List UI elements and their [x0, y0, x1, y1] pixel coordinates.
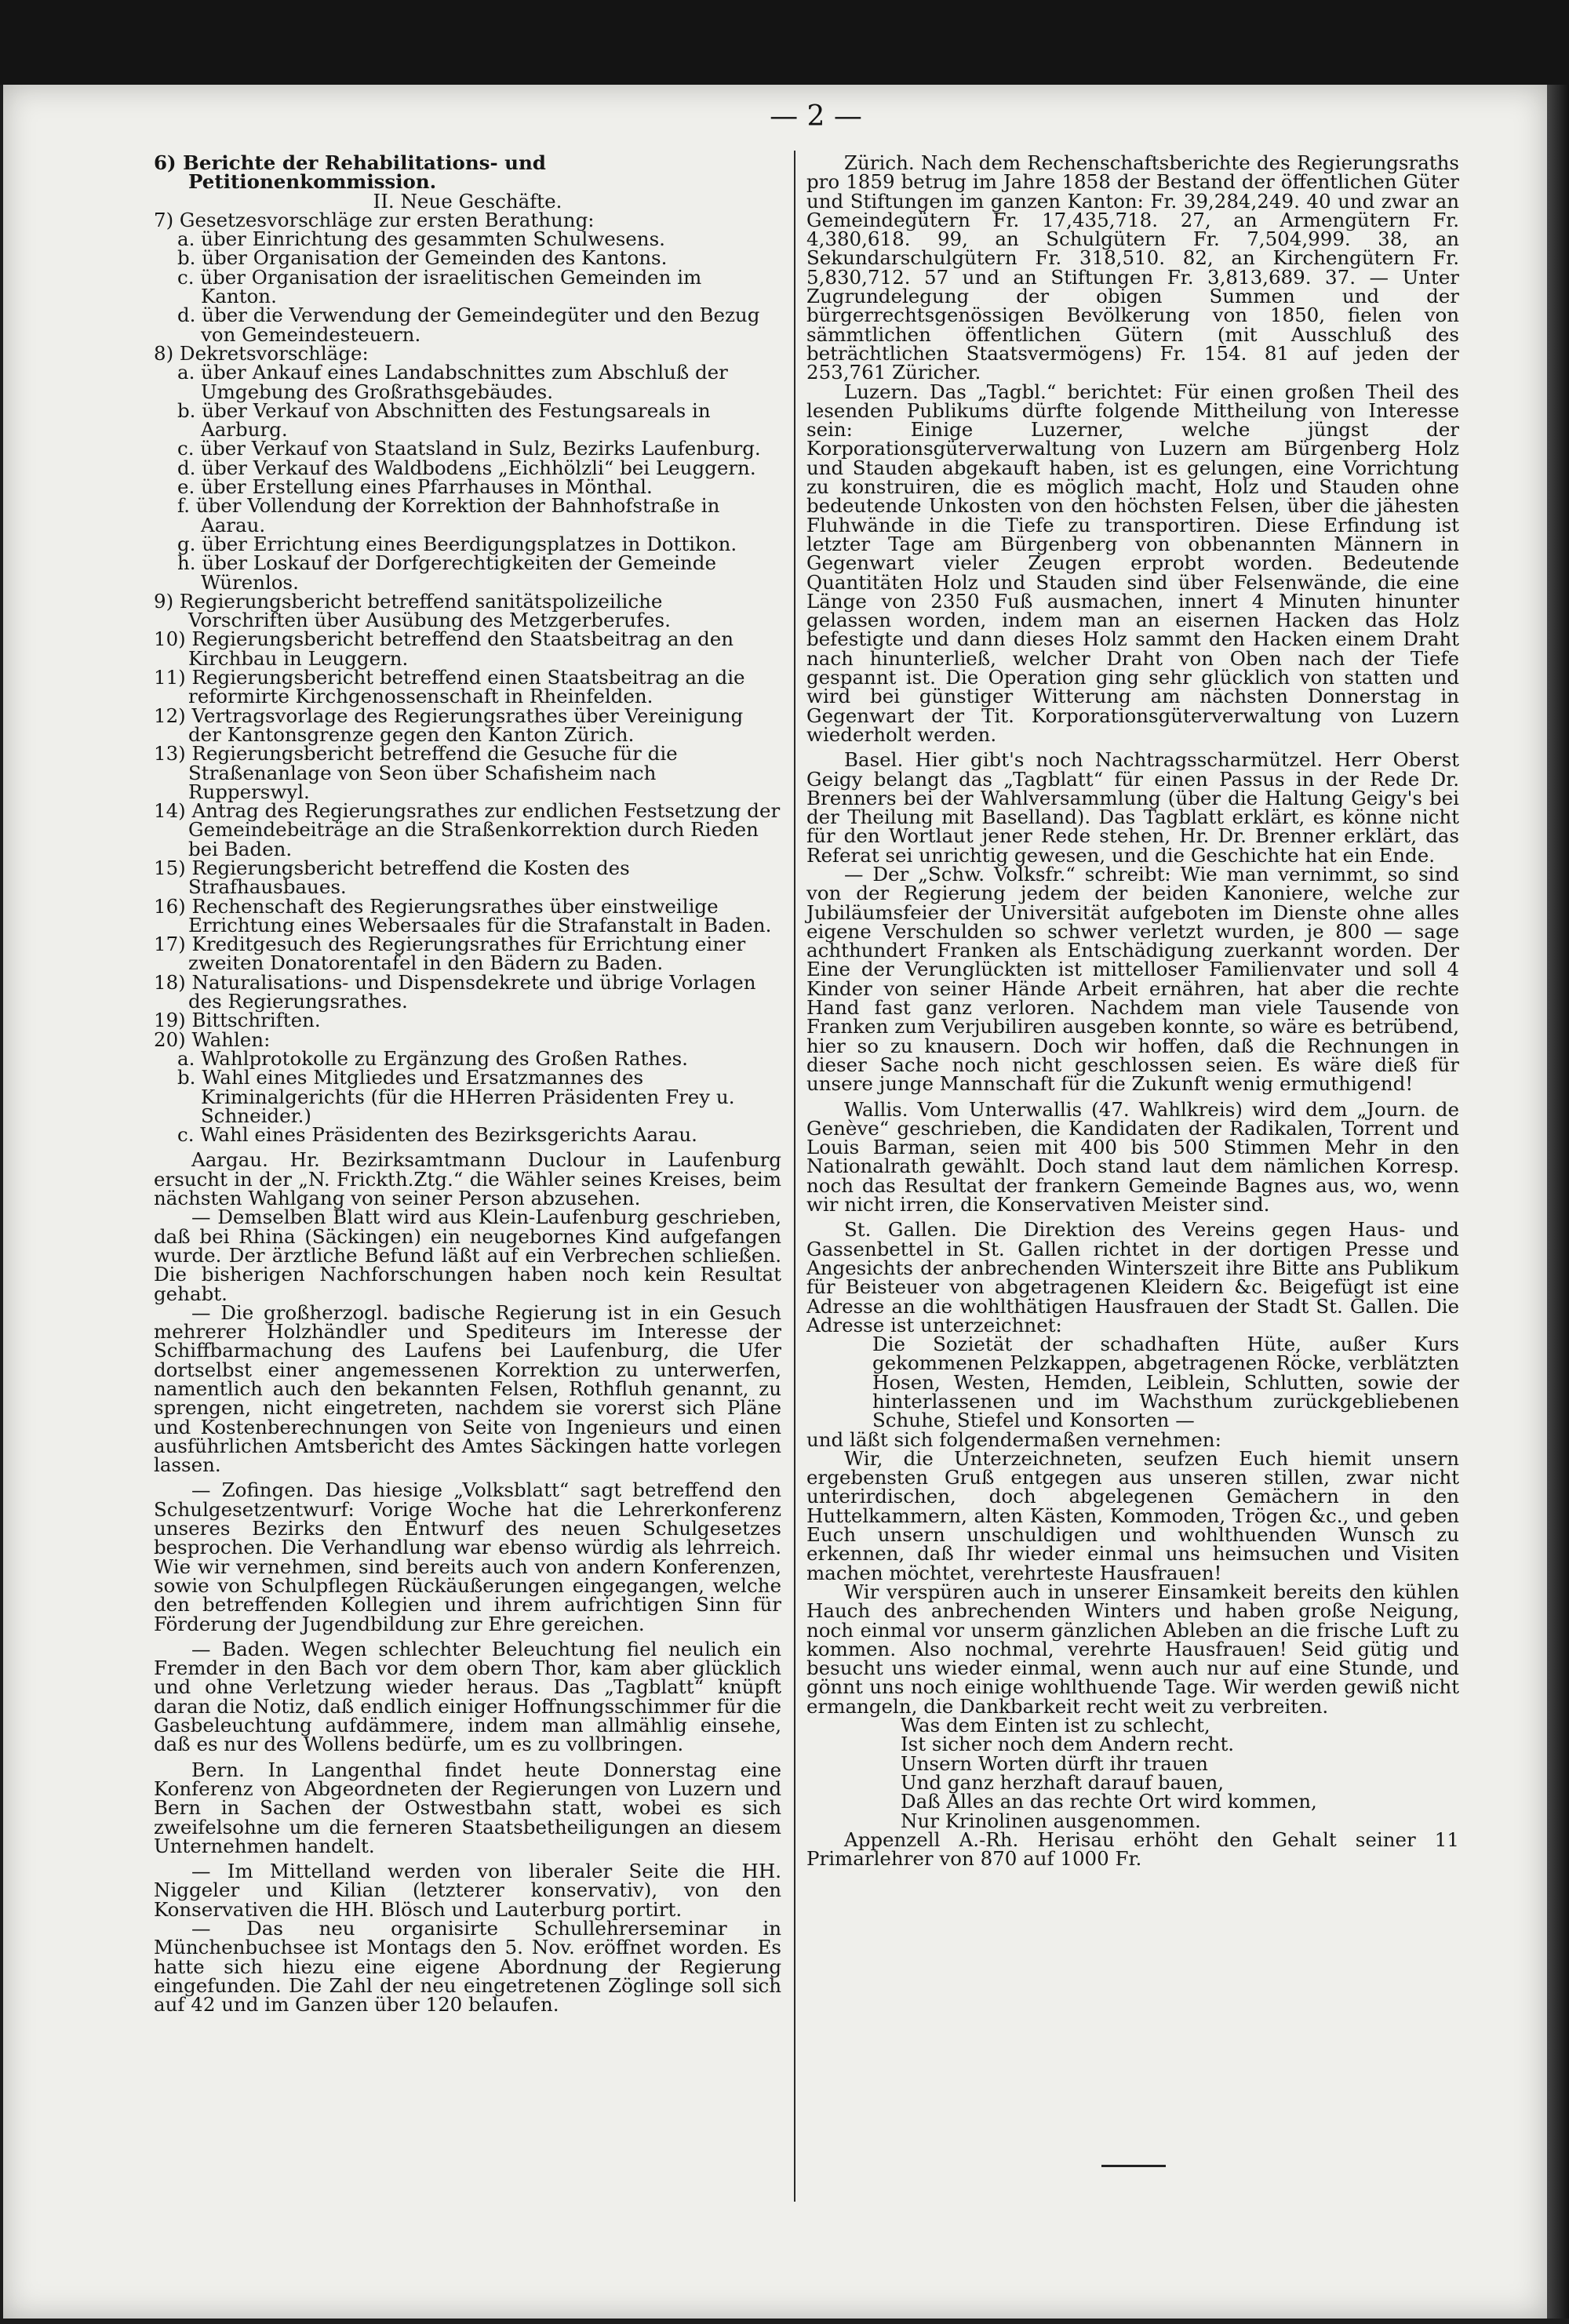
article-paragraph: Wir verspüren auch in unserer Einsamkeit bereits den kühlen Hauch des anbrechenden Winters und haben große Neigung, noch einmal vor unserm gänzlichen Ableben an die frische Luft zu kommen. Also nochmal, verehrte Hausfrauen! Seid gütig und besucht uns wieder einmal, wenn auch nur auf eine Stunde, und gönnt uns noch einige wohlthuende Tage. Wir werden gewiß nicht ermangeln, die Dankbarkeit recht weit zu verbreiten.	[806, 1580, 1459, 1718]
article-paragraph: Wir, die Unterzeichneten, seufzen Euch hiemit unsern ergebensten Gruß entgegen aus unseren stillen, zwar nicht unterirdischen, doch abgelegenen Gemächern in den Huttelkammern, alten Kästen, Kommoden, Trögen &c., und geben Euch unsern unschuldigen und wohlthuenden Wunsch zu erkennen, daß Ihr wieder einmal uns heimsuchen und Visiten machen möchtet, verehrteste Hausfrauen!	[806, 1446, 1459, 1584]
article-basel: Basel. Hier gibt's noch Nachtragsscharmützel. Herr Oberst Geigy belangt das „Tagblatt“ für einen Passus in der Rede Dr. Brenners bei der Wahlversammlung (über die Haltung Geigy's bei der Theilung mit Baselland). Das Tagblatt erklärt, es könne nicht für den Wortlaut jener Rede stehen, Hr. Dr. Brenner erklärt, das Referat sei unrichtig gewesen, und die Geschichte hat ein Ende.	[806, 748, 1459, 867]
agenda-item-18: 18) Naturalisations- und Dispensdekrete und übrige Vorlagen des Regierungsrathes.	[154, 970, 756, 1013]
poem-line: Und ganz herzhaft darauf bauen,	[901, 1770, 1225, 1794]
agenda-item-17: 17) Kreditgesuch des Regierungsrathes für Errichtung einer zweiten Donatorentafel in den Bädern zu Baden.	[154, 933, 746, 975]
agenda-subitem: a. über Einrichtung des gesammten Schulwesens.	[177, 227, 665, 251]
article-paragraph: — Der „Schw. Volksfr.“ schreibt: Wie man vernimmt, so sind von der Regierung jedem der beiden Kanoniere, welche zur Jubiläumsfeier der Universität aufgeboten im Dienste ohne alles eigene Verschulden so schwer verletzt wurden, je 800 — sage achthundert Franken als Entschädigung zuerkannt worden. Der Eine der Verunglückten ist mittelloser Familienvater und soll 4 Kinder von seiner Hände Arbeit ernähren, hat aber die rechte Hand fast ganz verloren. Nachdem man viele Tausende von Franken zum Verjubiliren ausgeben konnte, so wäre es betrübend, hier so zu knausern. Doch wir hoffen, daß die Rechnungen in dieser Sache noch nicht geschlossen seien. Es wäre dieß für unsere junge Mannschaft für die Zukunft wenig ermuthigend!	[806, 862, 1459, 1096]
agenda-subitem: a. über Ankauf eines Landabschnittes zum Abschluß der Umgebung des Großrathsgebäudes.	[177, 361, 728, 403]
poem-line: Ist sicher noch dem Andern recht.	[901, 1733, 1235, 1756]
page-number: — 2 —	[770, 100, 862, 133]
article-wallis: Wallis. Vom Unterwallis (47. Wahlkreis) wird dem „Journ. de Genève“ geschrieben, die Kandidaten der Radikalen, Torrent und Louis Barman, seien mit 400 bis 500 Stimmen Mehr in den Nationalrath gewählt. Doch stand laut dem nämlichen Korresp. noch das Resultat der frankern Gemeinde Bagnes aus, wo, wenn wir nicht irren, die Konservativen Meister sind.	[806, 1097, 1459, 1217]
agenda-subitem: c. über Organisation der israelitischen Gemeinden im Kanton.	[177, 265, 702, 308]
agenda-item-7: 7) Gesetzesvorschläge zur ersten Berathung:	[154, 208, 595, 231]
article-paragraph: und läßt sich folgendermaßen vernehmen:	[806, 1427, 1221, 1451]
agenda-item-11: 11) Regierungsbericht betreffend einen Staatsbeitrag an die reformirte Kirchgenossenschaft in Rheinfelden.	[154, 666, 745, 708]
agenda-item-14: 14) Antrag des Regierungsrathes zur endlichen Festsetzung der Gemeindebeiträge an die Straßenkorrektion durch Rieden bei Baden.	[154, 799, 781, 860]
agenda-subitem: c. Wahl eines Präsidenten des Bezirksgerichts Aarau.	[177, 1123, 697, 1147]
agenda-subitem: h. über Loskauf der Dorfgerechtigkeiten der Gemeinde Würenlos.	[177, 551, 716, 594]
article-paragraph: — Das neu organisirte Schullehrerseminar in Münchenbuchsee ist Montags den 5. Nov. eröffnet worden. Es hatte sich hiezu eine eigene Abordnung der Regierung eingefunden. Die Zahl der neu eingetretenen Zöglinge soll sich auf 42 und im Ganzen über 120 belaufen.	[154, 1917, 781, 2017]
article-quote: Die Sozietät der schadhaften Hüte, außer Kurs gekommenen Pelzkappen, abgetragenen Röcke, verblätzten Hosen, Westen, Hemden, Leiblein, Schlutten, sowie der hinterlassenen und im Wachsthum zurückgebliebenen Schuhe, Stiefel und Konsorten —	[872, 1333, 1459, 1432]
section-heading: II. Neue Geschäfte.	[373, 189, 562, 213]
article-paragraph: — Demselben Blatt wird aus Klein-Laufenburg geschrieben, daß bei Rhina (Säckingen) ein neugebornes Kind aufgefangen wurde. Der ärztliche Befund läßt auf ein Verbrechen schließen. Die bisherigen Nachforschungen haben noch kein Resultat gehabt.	[154, 1206, 781, 1305]
agenda-item-20: 20) Wahlen:	[154, 1027, 271, 1051]
agenda-subitem: f. über Vollendung der Korrektion der Bahnhofstraße in Aarau.	[177, 494, 720, 536]
article-st-gallen: St. Gallen. Die Direktion des Vereins gegen Haus- und Gassenbettel in St. Gallen richtet in der dortigen Presse und Angesichts der anbrechenden Winterszeit ihre Bitte ans Publikum für Beisteuer von abgetragenen Kleidern &c. Beigefügt ist eine Adresse an die wohlthätigen Hausfrauen der Stadt St. Gallen. Die Adresse ist unterzeichnet:	[806, 1218, 1459, 1337]
column-divider	[794, 151, 795, 2202]
agenda-item-8: 8) Dekretsvorschläge:	[154, 341, 369, 365]
article-paragraph: — Die großherzogl. badische Regierung ist in ein Gesuch mehrerer Holzhändler und Spediteurs im Interesse der Schiffbarmachung des Laufens bei Laufenburg, die Ufer dortselbst einer angemessenen Korrektion zu unterwerfen, namentlich auch den bekannten Felsen, Rothfluh genannt, zu sprengen, nicht eingetreten, nachdem sie vorerst sich Pläne und Kostenberechnungen von Seite von Ingenieurs und einen ausführlichen Amtsbericht des Amtes Säckingen hatte vorlegen lassen.	[154, 1300, 781, 1477]
article-bern: Bern. In Langenthal findet heute Donnerstag eine Konferenz von Abgeordneten der Regierungen von Luzern und Bern in Sachen der Ostwestbahn statt, wobei es sich zweifelsohne um die ferneren Staatsbetheiligungen an diesem Unternehmen handelt.	[154, 1758, 781, 1857]
agenda-item-16: 16) Rechenschaft des Regierungsrathes über einstweilige Errichtung eines Webersaales für die Strafanstalt in Baden.	[154, 894, 772, 937]
agenda-subitem: d. über Verkauf des Waldbodens „Eichhölzli“ bei Leuggern.	[177, 456, 756, 479]
agenda-item-10: 10) Regierungsbericht betreffend den Staatsbeitrag an den Kirchbau in Leuggern.	[154, 627, 734, 670]
poem-line: Unsern Worten dürft ihr trauen	[901, 1751, 1208, 1775]
article-appenzell: Appenzell A.-Rh. Herisau erhöht den Gehalt seiner 11 Primarlehrer von 870 auf 1000 Fr.	[806, 1828, 1459, 1871]
agenda-subitem: b. über Verkauf von Abschnitten des Festungsareals in Aarburg.	[177, 398, 711, 442]
agenda-item-15: 15) Regierungsbericht betreffend die Kosten des Strafhausbaues.	[154, 856, 630, 899]
article-baden: — Baden. Wegen schlechter Beleuchtung fiel neulich ein Fremder in den Bach vor dem obern Thor, kam aber glücklich und ohne Verletzung wieder heraus. Das „Tagblatt“ knüpft daran die Notiz, daß endlich einiger Hoffnungsschimmer für die Gasbeleuchtung aufdämmere, indem man allmählig einsehe, daß es nur des Wollens bedürfe, um es zu vollbringen.	[154, 1637, 781, 1756]
article-paragraph: — Im Mittelland werden von liberaler Seite die HH. Niggeler und Kilian (letzterer konservativ), von den Konservativen die HH. Blösch und Lauterburg portirt.	[154, 1860, 781, 1921]
agenda-subitem: g. über Errichtung eines Beerdigungsplatzes in Dottikon.	[177, 532, 737, 555]
article-zofingen: — Zofingen. Das hiesige „Volksblatt“ sagt betreffend den Schulgesetzentwurf: Vorige Woche hat die Lehrerkonferenz unseres Bezirks den Entwurf des neuen Schulgesetzes besprochen. Die Verhandlung war ebenso würdig als lehrreich. Wie wir vernehmen, sind bereits auch von andern Konferenzen, sowie von Schulpflegen Rückäußerungen eingegangen, welche den betreffenden Kollegien und ihrem aufrichtigen Sinn für Förderung der Jugendbildung zur Ehre gereichen.	[154, 1478, 781, 1635]
agenda-subitem: a. Wahlprotokolle zu Ergänzung des Großen Rathes.	[177, 1046, 688, 1070]
poem-line: Daß Alles an das rechte Ort wird kommen,	[901, 1790, 1317, 1813]
scan-background	[0, 0, 1569, 85]
poem-line: Was dem Einten ist zu schlecht,	[901, 1714, 1210, 1737]
left-column	[154, 151, 781, 2017]
article-aargau: Aargau. Hr. Bezirksamtmann Duclour in Laufenburg ersucht in der „N. Frickth.Ztg.“ die Wähler seines Kreises, beim nächsten Wahlgang von seiner Person abzusehen.	[154, 1148, 781, 1210]
page-edge-shadow	[1547, 85, 1569, 2319]
agenda-item-19: 19) Bittschriften.	[154, 1009, 321, 1032]
agenda-subitem: c. über Verkauf von Staatsland in Sulz, Bezirks Laufenburg.	[177, 437, 761, 460]
agenda-subitem: d. über die Verwendung der Gemeindegüter und den Bezug von Gemeindesteuern.	[177, 304, 760, 346]
article-zuerich: Zürich. Nach dem Rechenschaftsberichte des Regierungsraths pro 1859 betrug im Jahre 1858 der Bestand der öffentlichen Güter und Stiftungen im ganzen Kanton: Fr. 39,284,249. 40 und zwar an Gemeindegütern Fr. 17,435,718. 27, an Armengütern Fr. 4,380,618. 99, an Schulgütern Fr. 7,504,999. 38, an Sekundarschulgütern Fr. 318,510. 82, an Kirchengütern Fr. 5,830,712. 57 und an Stiftungen Fr. 3,813,689. 37. — Unter Zugrundelegung der obigen Summen und der bürgerrechtsgenössigen Bevölkerung von 1850, fielen von sämmtlichen öffentlichen Gütern (mit Ausschluß des beträchtlichen Staatsvermögens) Fr. 154. 81 auf jeden der 253,761 Züricher.	[806, 151, 1459, 384]
agenda-subitem: e. über Erstellung eines Pfarrhauses in Mönthal.	[177, 475, 653, 499]
agenda-item-6: 6) Berichte der Rehabilitations- und Petitionenkommission.	[154, 151, 546, 194]
right-column	[806, 151, 1459, 1871]
end-rule	[1101, 2165, 1166, 2167]
agenda-item-9: 9) Regierungsbericht betreffend sanitätspolizeiliche Vorschriften über Ausübung des Metzgerberufes.	[154, 589, 671, 632]
agenda-item-12: 12) Vertragsvorlage des Regierungsrathes über Vereinigung der Kantonsgrenze gegen den Kanton Zürich.	[154, 704, 744, 746]
poem-line: Nur Krinolinen ausgenommen.	[901, 1809, 1201, 1832]
agenda-item-13: 13) Regierungsbericht betreffend die Gesuche für die Straßenanlage von Seon über Schafisheim nach Rupperswyl.	[154, 742, 678, 803]
article-luzern: Luzern. Das „Tagbl.“ berichtet: Für einen großen Theil des lesenden Publikums dürfte folgende Mittheilung von Interesse sein: Einige Luzerner, welche jüngst der Korporationsgüterverwaltung von Luzern am Bürgenberg Holz und Stauden abgekauft haben, ist es gelungen, eine Vorrichtung zu konstruiren, die es möglich macht, Holz und Stauden ohne bedeutende Unkosten von den höchsten Felsen, über die jähesten Fluhwände in die Tiefe zu transportiren. Diese Erfindung ist letzter Tage am Bürgenberg von obbenannten Männern in Gegenwart vieler Zeugen erprobt worden. Bedeutende Quantitäten Holz und Stauden sind über Felsenwände, die eine Länge von 2350 Fuß ausmachen, innert 4 Minuten hinunter gelassen worden, indem man an eisernen Hacken das Holz befestigte und dann dieses Holz sammt den Hacken einem Draht nach hinunterließ, welcher Draht von Oben nach der Tiefe gespannt ist. Die Operation ging sehr glücklich von statten und wird bei günstiger Witterung am nächsten Donnerstag in Gegenwart der Tit. Korporationsgüterverwaltung von Luzern wiederholt werden.	[806, 380, 1459, 746]
agenda-subitem: b. Wahl eines Mitgliedes und Ersatzmannes des Kriminalgerichts (für die HHerren Präsidenten Frey u. Schneider.)	[177, 1066, 735, 1127]
agenda-subitem: b. über Organisation der Gemeinden des Kantons.	[177, 246, 668, 270]
